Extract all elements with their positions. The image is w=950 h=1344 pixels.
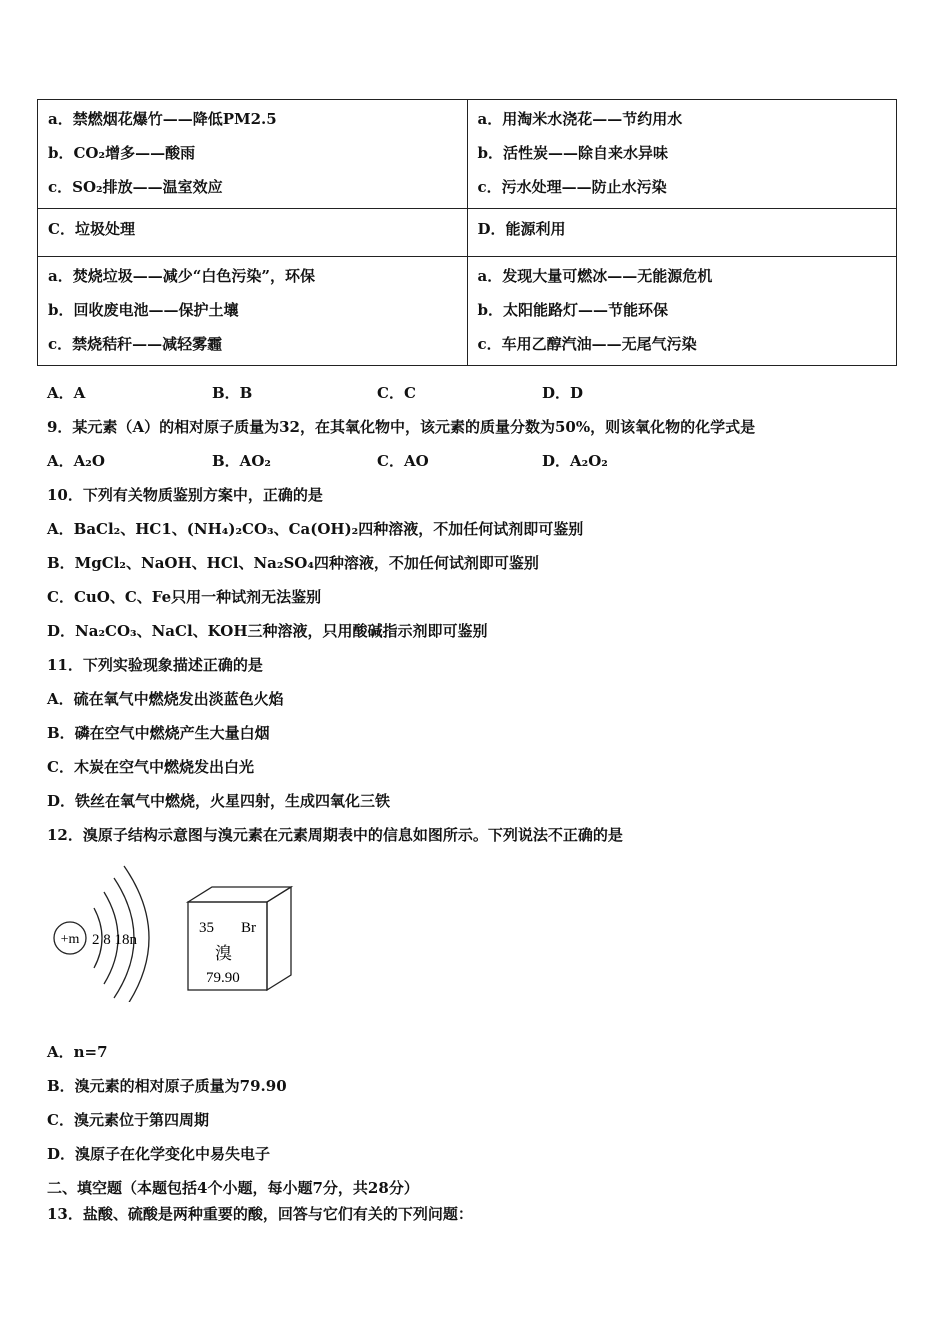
table-row: [38, 100, 897, 209]
list-item: a．焚烧垃圾——减少“白色污染”，环保: [48, 267, 315, 285]
element-name: 溴: [215, 944, 232, 964]
option-b[interactable]: B．MgCl₂、NaOH、HCl、Na₂SO₄四种溶液，不加任何试剂即可鉴别: [47, 554, 539, 572]
card-side-face: [267, 887, 291, 990]
list-item: b．太阳能路灯——节能环保: [477, 301, 668, 319]
nucleus-charge: +m: [60, 932, 80, 947]
option-b[interactable]: B．磷在空气中燃烧产生大量白烟: [47, 724, 270, 742]
option-a[interactable]: A．BaCl₂、HC1、(NH₄)₂CO₃、Ca(OH)₂四种溶液，不加任何试剂即可鉴别: [47, 520, 584, 538]
option-a[interactable]: A．硫在氧气中燃烧发出淡蓝色火焰: [47, 690, 284, 708]
option-c[interactable]: C．AO: [377, 452, 429, 470]
shell-electrons: 2 8 18n: [92, 932, 137, 948]
category-heading: C．垃圾处理: [48, 220, 135, 238]
q11-stem: 11．下列实验现象描述正确的是: [47, 656, 263, 674]
element-card: [188, 887, 291, 990]
option-d[interactable]: D．D: [542, 384, 584, 402]
table-cell: [467, 209, 897, 257]
option-d[interactable]: D．Na₂CO₃、NaCl、KOH三种溶液，只用酸碱指示剂即可鉴别: [47, 622, 488, 640]
table-cell: [38, 100, 468, 209]
option-d[interactable]: D．溴原子在化学变化中易失电子: [47, 1145, 271, 1163]
option-b[interactable]: B．溴元素的相对原子质量为79.90: [47, 1077, 287, 1095]
option-a[interactable]: A．A₂O: [47, 452, 105, 470]
q10-stem: 10．下列有关物质鉴别方案中，正确的是: [47, 486, 323, 504]
q12-stem: 12．溴原子结构示意图与溴元素在元素周期表中的信息如图所示。下列说法不正确的是: [47, 826, 623, 844]
card-top-face: [188, 887, 291, 902]
table-row: [38, 209, 897, 257]
atom-structure-diagram: [54, 866, 149, 1002]
option-a[interactable]: A．n=7: [47, 1043, 108, 1061]
list-item: c．SO₂排放——温室效应: [48, 178, 223, 196]
table-row: [38, 257, 897, 366]
option-d[interactable]: D．铁丝在氧气中燃烧，火星四射，生成四氧化三铁: [47, 792, 391, 810]
list-item: c．车用乙醇汽油——无尾气污染: [477, 335, 697, 353]
option-a[interactable]: A．A: [47, 384, 86, 402]
table-cell: [467, 100, 897, 209]
table-cell: [38, 209, 468, 257]
atomic-number: 35: [199, 920, 214, 936]
category-heading: D．能源利用: [477, 220, 566, 238]
list-item: c．污水处理——防止水污染: [477, 178, 667, 196]
list-item: b．回收废电池——保护土壤: [48, 301, 239, 319]
bromine-figure: [40, 862, 340, 1002]
option-c[interactable]: C．木炭在空气中燃烧发出白光: [47, 758, 254, 776]
option-d[interactable]: D．A₂O₂: [542, 452, 608, 470]
q9-stem: 9．某元素（A）的相对原子质量为32，在其氧化物中，该元素的质量分数为50%，则该氧化物的化学式是: [47, 418, 756, 436]
q13-stem: 13．盐酸、硫酸是两种重要的酸，回答与它们有关的下列问题：: [47, 1205, 473, 1223]
option-c[interactable]: C．溴元素位于第四周期: [47, 1111, 209, 1129]
list-item: a．禁燃烟花爆竹——降低PM2.5: [48, 110, 277, 128]
section-heading: 二、填空题（本题包括4个小题，每小题7分，共28分）: [47, 1179, 419, 1197]
list-item: a．用淘米水浇花——节约用水: [477, 110, 683, 128]
option-c[interactable]: C．C: [377, 384, 416, 402]
option-b[interactable]: B．B: [212, 384, 253, 402]
list-item: b．CO₂增多——酸雨: [48, 144, 196, 162]
option-c[interactable]: C．CuO、C、Fe只用一种试剂无法鉴别: [47, 588, 322, 606]
list-item: c．禁烧秸秆——减轻雾霾: [48, 335, 223, 353]
table-cell: [467, 257, 897, 366]
table-cell: [38, 257, 468, 366]
options-table: [37, 99, 897, 366]
list-item: a．发现大量可燃冰——无能源危机: [477, 267, 713, 285]
element-symbol: Br: [241, 920, 256, 936]
list-item: b．活性炭——除自来水异味: [477, 144, 668, 162]
option-b[interactable]: B．AO₂: [212, 452, 271, 470]
atomic-mass: 79.90: [206, 970, 240, 986]
